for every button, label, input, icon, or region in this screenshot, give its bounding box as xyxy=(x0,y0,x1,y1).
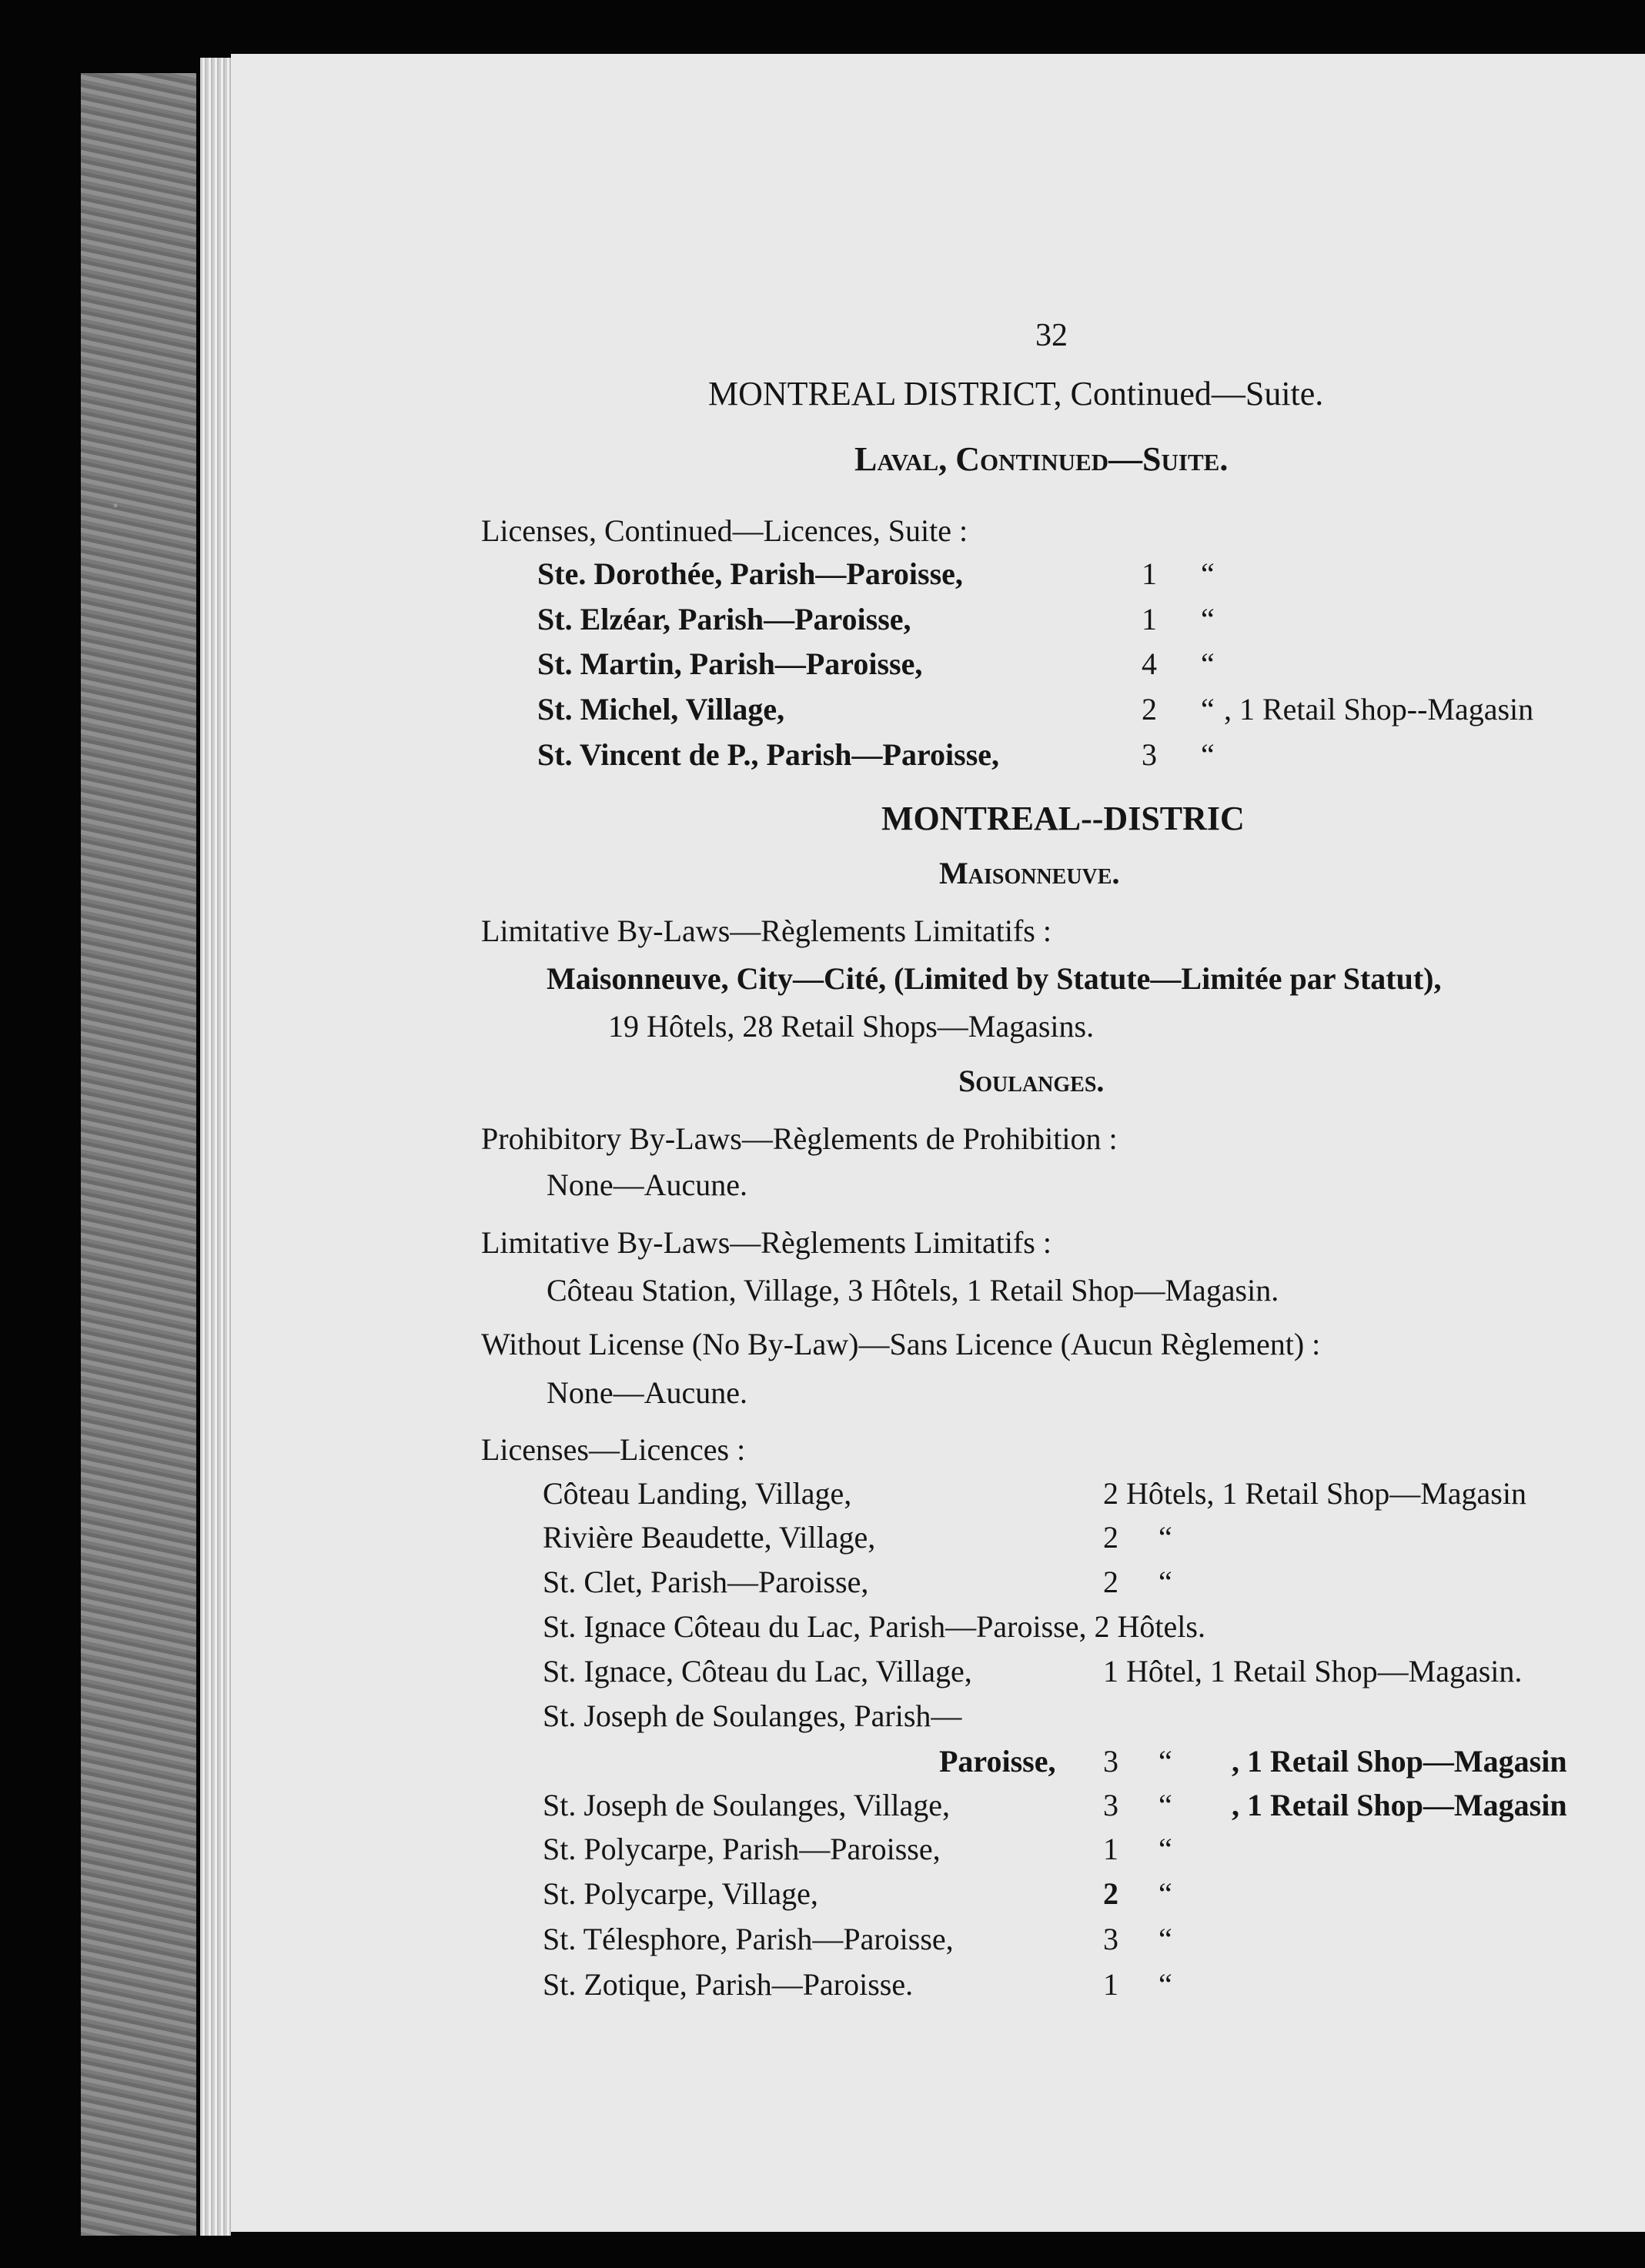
soulanges-row-ditto: “ xyxy=(1159,1967,1172,2002)
soulanges-row-name: St. Polycarpe, Village, xyxy=(543,1876,818,1911)
maisonneuve-bylaws-label: Limitative By-Laws—Règlements Limitatifs : xyxy=(481,914,1052,948)
soulanges-row-name: St. Télesphore, Parish—Paroisse, xyxy=(543,1922,954,1956)
soulanges-row-ditto: “ xyxy=(1159,1876,1172,1911)
soulanges-row-name: St. Ignace, Côteau du Lac, Village, xyxy=(543,1654,972,1688)
soulanges-row-count: 3 xyxy=(1103,1922,1118,1956)
soulanges-row-ditto: “ xyxy=(1159,1922,1172,1956)
soulanges-row-count: 2 xyxy=(1103,1876,1118,1911)
soulanges-row-name: St. Clet, Parish—Paroisse, xyxy=(543,1565,869,1599)
soulanges-row-count: 1 xyxy=(1103,1832,1118,1866)
laval-row-name: St. Michel, Village, xyxy=(537,692,785,726)
laval-row-count: 1 xyxy=(1142,602,1157,636)
soulanges-row-ditto: “ xyxy=(1159,1788,1172,1822)
soulanges-row-name: St. Joseph de Soulanges, Parish— xyxy=(543,1698,962,1733)
soulanges-row-name: Paroisse, xyxy=(939,1744,1056,1779)
laval-row-ditto: “ xyxy=(1201,737,1215,772)
laval-row-extra: , 1 Retail Shop--Magasin xyxy=(1224,692,1534,726)
soulanges-row-name: Côteau Landing, Village, xyxy=(543,1476,852,1511)
maisonneuve-heading: Maisonneuve. xyxy=(939,856,1120,890)
maisonneuve-line1: Maisonneuve, City—Cité, (Limited by Statute—Limitée par Statut), xyxy=(547,961,1442,996)
laval-row-name: Ste. Dorothée, Parish—Paroisse, xyxy=(537,556,963,591)
soulanges-row-count: 3 xyxy=(1103,1744,1118,1779)
soulanges-prohibitory-value: None—Aucune. xyxy=(547,1167,748,1202)
laval-row-ditto: “ xyxy=(1201,646,1215,681)
laval-row-count: 1 xyxy=(1142,556,1157,591)
soulanges-row-count: 2 Hôtels, 1 Retail Shop—Magasin xyxy=(1103,1476,1526,1511)
soulanges-prohibitory-label: Prohibitory By-Laws—Règlements de Prohibition : xyxy=(481,1121,1118,1156)
soulanges-row-name: St. Polycarpe, Parish—Paroisse, xyxy=(543,1832,941,1866)
soulanges-row-name: St. Joseph de Soulanges, Village, xyxy=(543,1788,951,1822)
laval-row-count: 4 xyxy=(1142,646,1157,681)
soulanges-row-ditto: “ xyxy=(1159,1520,1172,1555)
laval-licenses-label: Licenses, Continued—Licences, Suite : xyxy=(481,513,968,548)
soulanges-row-ditto: “ xyxy=(1159,1744,1172,1779)
soulanges-row-extra: , 1 Retail Shop—Magasin xyxy=(1232,1788,1567,1822)
page-number: 32 xyxy=(1035,318,1068,353)
book-spine-edge xyxy=(81,73,196,2236)
laval-row-name: St. Elzéar, Parish—Paroisse, xyxy=(537,602,911,636)
laval-heading: Laval, Continued—Suite. xyxy=(854,440,1229,478)
soulanges-row-ditto: “ xyxy=(1159,1565,1172,1599)
soulanges-limitative-label: Limitative By-Laws—Règlements Limitatifs : xyxy=(481,1225,1052,1260)
laval-row-ditto: “ xyxy=(1201,692,1215,726)
soulanges-row-name: Rivière Beaudette, Village, xyxy=(543,1520,876,1555)
laval-row-name: St. Vincent de P., Parish—Paroisse, xyxy=(537,737,1000,772)
soulanges-without-value: None—Aucune. xyxy=(547,1375,748,1410)
district-heading-continued: MONTREAL DISTRICT, Continued—Suite. xyxy=(708,375,1324,413)
soulanges-row-count: 2 xyxy=(1103,1520,1118,1555)
laval-row-name: St. Martin, Parish—Paroisse, xyxy=(537,646,923,681)
soulanges-without-label: Without License (No By-Law)—Sans Licence (Aucun Règlement) : xyxy=(481,1327,1321,1361)
soulanges-limitative-value: Côteau Station, Village, 3 Hôtels, 1 Retail Shop—Magasin. xyxy=(547,1273,1279,1308)
soulanges-row-count: 2 xyxy=(1103,1565,1118,1599)
soulanges-row-count: 1 xyxy=(1103,1967,1118,2002)
soulanges-row-count: 1 Hôtel, 1 Retail Shop—Magasin. xyxy=(1103,1654,1523,1688)
laval-row-count: 3 xyxy=(1142,737,1157,772)
laval-row-ditto: “ xyxy=(1201,602,1215,636)
laval-row-ditto: “ xyxy=(1201,556,1215,591)
soulanges-row-name: St. Ignace Côteau du Lac, Parish—Paroisse, 2 Hôtels. xyxy=(543,1609,1205,1644)
soulanges-licenses-label: Licenses—Licences : xyxy=(481,1432,746,1467)
maisonneuve-line2: 19 Hôtels, 28 Retail Shops—Magasins. xyxy=(608,1009,1095,1044)
document-page xyxy=(231,54,1645,2232)
soulanges-row-extra: , 1 Retail Shop—Magasin xyxy=(1232,1744,1567,1779)
soulanges-row-ditto: “ xyxy=(1159,1832,1172,1866)
district-heading: MONTREAL--DISTRIC xyxy=(881,800,1245,837)
laval-row-count: 2 xyxy=(1142,692,1157,726)
soulanges-row-name: St. Zotique, Parish—Paroisse. xyxy=(543,1967,914,2002)
page-stack-edge xyxy=(200,58,231,2236)
soulanges-row-count: 3 xyxy=(1103,1788,1118,1822)
soulanges-heading: Soulanges. xyxy=(958,1064,1105,1098)
